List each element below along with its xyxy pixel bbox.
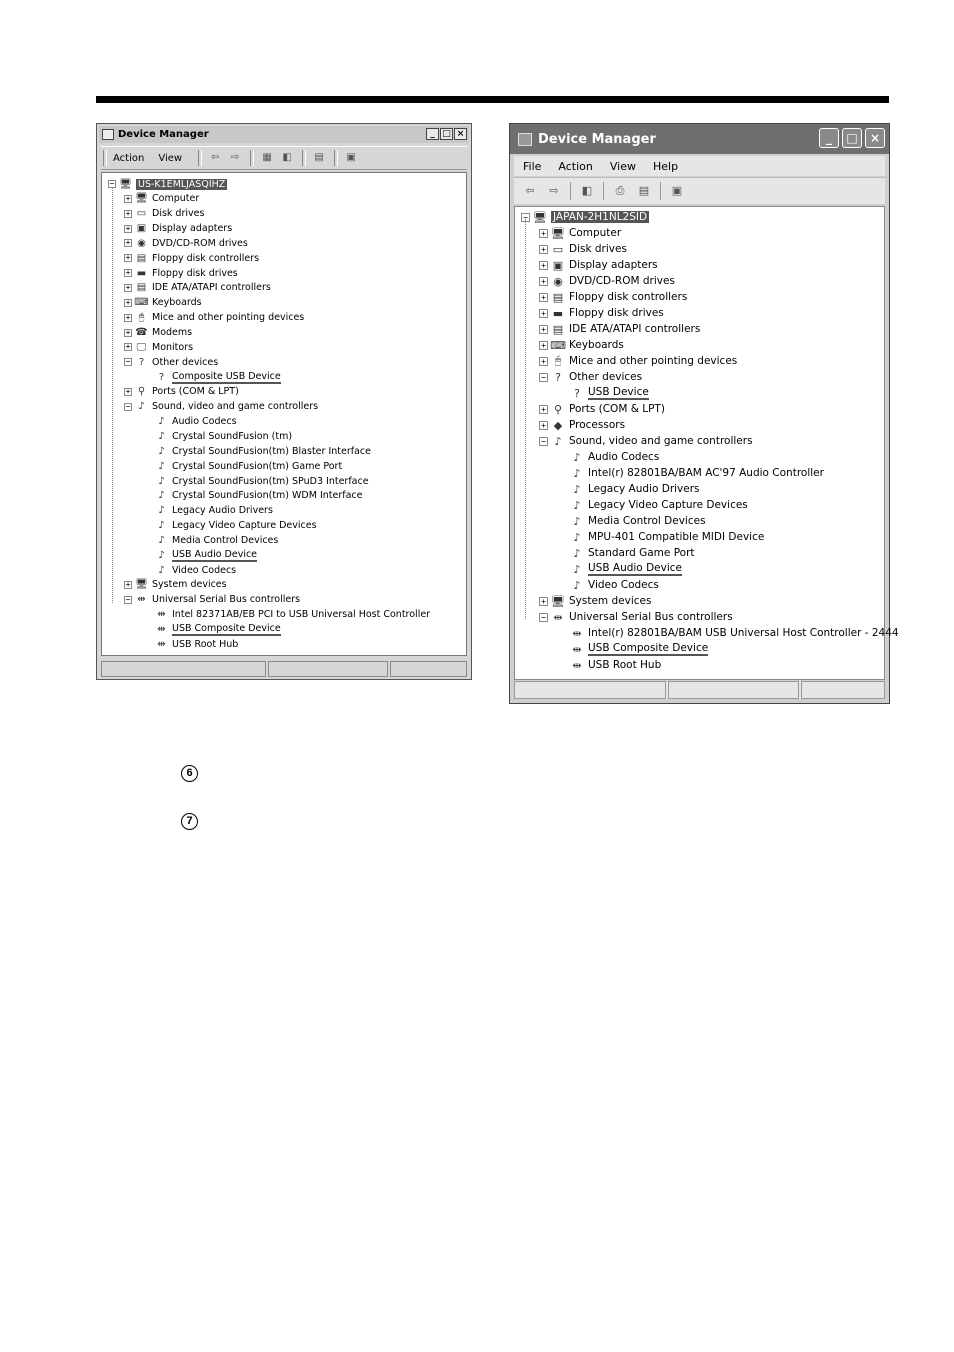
tree-item-disk-drives[interactable]: [124, 207, 204, 221]
port-icon: ⚲: [553, 402, 563, 416]
expand-toggle[interactable]: +: [125, 208, 131, 218]
expand-toggle[interactable]: +: [125, 193, 131, 203]
sound-icon: ♪: [158, 505, 165, 517]
sound-icon: ♪: [158, 430, 165, 442]
tree-item-label: Legacy Video Capture Devices: [588, 499, 748, 511]
cdrom-icon: ◉: [553, 274, 563, 288]
expand-toggle[interactable]: +: [539, 341, 548, 350]
sound-icon: ♪: [573, 466, 581, 480]
mouse-icon: 🖰: [554, 354, 562, 367]
tree-root-label: JAPAN-2H1NL2SID: [553, 211, 648, 223]
tree-item-label: USB Root Hub: [172, 638, 239, 650]
sound-icon: ♪: [573, 546, 581, 560]
status-bar: [514, 681, 885, 699]
tree-item-video-codecs[interactable]: [155, 563, 236, 577]
tree-item-computer[interactable]: [124, 192, 199, 206]
toolbar-separator: [570, 182, 571, 200]
tree-item-label: Media Control Devices: [588, 515, 706, 527]
sound-icon: ♪: [158, 549, 165, 561]
tree-item-label: Floppy disk drives: [569, 307, 664, 319]
sound-icon: ♪: [573, 514, 581, 528]
status-pane: [514, 681, 666, 699]
disk-drive-icon: ▭: [136, 208, 147, 220]
sound-icon: ♪: [158, 490, 165, 502]
status-pane: [101, 661, 266, 677]
tree-item-label: USB Device: [588, 386, 649, 398]
status-pane: [390, 661, 467, 677]
tree-item-disk-drives[interactable]: [539, 241, 627, 257]
status-pane: [668, 681, 800, 699]
tree-item-modems[interactable]: [124, 326, 192, 340]
close-button[interactable]: ×: [454, 128, 467, 140]
tree-item-label: Other devices: [152, 356, 219, 368]
tree-item-display-adapters[interactable]: [539, 257, 658, 273]
forward-arrow-icon[interactable]: ⇨: [549, 184, 559, 197]
tree-item-label: Floppy disk drives: [152, 267, 238, 279]
tree-item-usb-device[interactable]: [570, 385, 649, 401]
keyboard-icon: ⌨: [134, 297, 149, 309]
expand-toggle[interactable]: +: [125, 282, 131, 292]
sound-icon: ♪: [158, 475, 165, 487]
ide-controller-icon: ▤: [136, 282, 147, 294]
processor-icon: ◆: [553, 418, 563, 432]
tree-item-label: Disk drives: [569, 243, 627, 255]
expand-toggle[interactable]: +: [125, 386, 131, 396]
device-tree: [514, 206, 899, 680]
tree-item-label: USB Audio Device: [172, 548, 258, 560]
sound-icon: ♪: [158, 520, 165, 532]
tree-item-usb-audio-device[interactable]: [570, 561, 682, 577]
expand-toggle[interactable]: +: [539, 357, 548, 366]
sound-icon: ♪: [138, 401, 145, 413]
tree-item-universal-serial-bus-controllers[interactable]: [539, 609, 733, 625]
question-device-icon: ?: [138, 356, 145, 368]
expand-toggle[interactable]: +: [125, 238, 131, 248]
tree-item-sound-video-and-game-controllers[interactable]: [539, 433, 753, 449]
tree-item-label: Crystal SoundFusion(tm) Game Port: [172, 460, 343, 472]
sound-icon: ♪: [573, 578, 581, 592]
tree-item-label: Intel 82371AB/EB PCI to USB Universal Host Controller: [172, 609, 431, 621]
tree-item-legacy-video-capture-devices[interactable]: [570, 497, 748, 513]
display-adapter-icon: ▣: [552, 258, 564, 272]
tree-item-other-devices[interactable]: [124, 355, 218, 369]
tree-item-label: Computer: [569, 227, 622, 239]
tree-item-label: Keyboards: [152, 297, 202, 309]
back-arrow-icon[interactable]: ⇦: [525, 184, 535, 197]
forward-arrow-icon[interactable]: ⇨: [230, 152, 240, 163]
tree-item-label: Universal Serial Bus controllers: [569, 611, 733, 623]
print-icon[interactable]: ⎙: [615, 184, 625, 197]
cdrom-icon: ◉: [137, 237, 146, 249]
scan-hardware-icon[interactable]: ▣: [346, 152, 356, 163]
tree-item-label: Sound, video and game controllers: [152, 401, 319, 413]
unknown-device-icon: ?: [574, 386, 580, 400]
tree-root[interactable]: [521, 209, 649, 225]
expand-toggle[interactable]: +: [125, 327, 131, 337]
sound-icon: ♪: [158, 534, 165, 546]
sound-icon: ♪: [573, 482, 581, 496]
port-icon: ⚲: [137, 386, 146, 398]
sound-icon: ♪: [573, 530, 581, 544]
tree-item-label: IDE ATA/ATAPI controllers: [152, 282, 271, 294]
tree-item-crystal-soundfusion-tm-game-port[interactable]: [155, 459, 342, 473]
tree-item-keyboards[interactable]: [124, 296, 202, 310]
tree-item-label: Intel(r) 82801BA/BAM AC'97 Audio Controller: [588, 467, 824, 479]
menu-file[interactable]: File: [523, 159, 542, 173]
computer-icon: 🖥: [119, 178, 132, 190]
title-bar: [510, 124, 889, 154]
back-arrow-icon[interactable]: ⇦: [210, 152, 220, 163]
expand-toggle[interactable]: +: [539, 597, 548, 606]
tree-item-label: MPU-401 Compatible MIDI Device: [588, 531, 765, 543]
window-title: Device Manager: [118, 129, 209, 140]
tree-item-label: Composite USB Device: [172, 370, 281, 382]
tree-item-label: Intel(r) 82801BA/BAM USB Universal Host Controller - 2444: [588, 627, 899, 639]
tree-item-label: Video Codecs: [172, 564, 237, 576]
tree-item-label: Media Control Devices: [172, 534, 279, 546]
tree-item-system-devices[interactable]: [539, 593, 651, 609]
tree-item-sound-video-and-game-controllers[interactable]: [124, 400, 318, 414]
show-hide-tree-icon[interactable]: ◧: [282, 152, 292, 163]
maximize-button[interactable]: □: [842, 128, 862, 148]
tree-item-mice-and-other-pointing-devices[interactable]: [124, 311, 304, 325]
tree-item-legacy-audio-drivers[interactable]: [155, 504, 273, 518]
device-manager-icon: [102, 129, 114, 140]
expand-toggle[interactable]: +: [539, 309, 548, 318]
device-manager-window-2000: [96, 123, 472, 680]
title-bar: [99, 126, 469, 143]
sound-icon: ♪: [158, 460, 165, 472]
menu-bar: [514, 156, 885, 176]
tree-item-label: Keyboards: [569, 339, 624, 351]
close-button[interactable]: ×: [865, 128, 885, 148]
tree-root-label: US-K1EMLJASQIHZ: [138, 178, 226, 190]
sound-icon: ♪: [158, 416, 165, 428]
tree-item-processors[interactable]: [539, 417, 625, 433]
minimize-button[interactable]: _: [426, 128, 439, 140]
usb-icon: ⇹: [572, 626, 582, 640]
collapse-toggle[interactable]: −: [125, 594, 131, 604]
sound-icon: ♪: [573, 498, 581, 512]
display-adapter-icon: ▣: [136, 223, 147, 235]
tree-item-label: System devices: [569, 595, 652, 607]
expand-toggle[interactable]: +: [539, 261, 548, 270]
tree-item-label: Display adapters: [569, 259, 658, 271]
tree-item-label: Sound, video and game controllers: [569, 435, 753, 447]
expand-toggle[interactable]: +: [125, 253, 131, 263]
menu-toolbar: [101, 146, 467, 170]
tree-item-label: Computer: [152, 193, 200, 205]
tree-item-media-control-devices[interactable]: [570, 513, 706, 529]
unknown-device-icon: ?: [158, 371, 165, 383]
expand-toggle[interactable]: +: [125, 223, 131, 233]
scan-hardware-icon[interactable]: ▣: [671, 184, 683, 197]
expand-toggle[interactable]: +: [539, 277, 548, 286]
collapse-toggle[interactable]: −: [125, 401, 131, 411]
tree-item-label: Processors: [569, 419, 626, 431]
toolbar-separator: [198, 150, 202, 166]
tree-item-label: Legacy Audio Drivers: [588, 483, 700, 495]
tree-item-label: Modems: [152, 327, 193, 338]
device-tree: [101, 172, 467, 656]
tree-item-crystal-soundfusion-tm-spud3-interface[interactable]: [155, 474, 369, 488]
tree-item-label: Disk drives: [152, 208, 205, 220]
system-icon: 🖥: [135, 579, 148, 591]
collapse-toggle[interactable]: −: [539, 613, 548, 622]
status-pane: [268, 661, 388, 677]
tree-guide-line: [112, 187, 113, 603]
sound-icon: ♪: [573, 450, 581, 464]
toolbar: [514, 177, 885, 204]
system-icon: 🖥: [551, 594, 565, 608]
menu-view[interactable]: View: [609, 159, 636, 173]
tree-item-usb-composite-device[interactable]: [570, 641, 708, 657]
tree-item-display-adapters[interactable]: [124, 222, 232, 236]
floppy-drive-icon: ▬: [136, 267, 147, 279]
tree-item-mpu-401-compatible-midi-device[interactable]: [570, 529, 764, 545]
sound-icon: ♪: [158, 564, 165, 576]
expand-toggle[interactable]: +: [125, 268, 131, 278]
toolbar-separator: [603, 182, 604, 200]
tree-item-floppy-disk-controllers[interactable]: [124, 251, 259, 265]
tree-item-crystal-soundfusion-tm-blaster-interface[interactable]: [155, 444, 371, 458]
expand-toggle[interactable]: +: [125, 297, 131, 307]
tree-item-label: Floppy disk controllers: [152, 252, 260, 264]
tree-item-label: DVD/CD-ROM drives: [152, 237, 248, 249]
tree-item-label: Mice and other pointing devices: [152, 312, 305, 324]
tree-item-label: Crystal SoundFusion(tm) Blaster Interface: [172, 445, 371, 457]
tree-item-label: Audio Codecs: [588, 451, 660, 463]
monitor-icon: 🖵: [136, 341, 147, 353]
tree-item-dvd-cd-rom-drives[interactable]: [539, 273, 675, 289]
usb-icon: ⇹: [553, 610, 563, 624]
step-6-marker: 6: [181, 765, 198, 782]
tree-item-system-devices[interactable]: [124, 578, 227, 592]
collapse-toggle[interactable]: −: [125, 357, 131, 367]
expand-toggle[interactable]: +: [539, 245, 548, 254]
collapse-toggle[interactable]: −: [539, 437, 548, 446]
menu-action[interactable]: Action: [113, 152, 145, 164]
tree-item-label: DVD/CD-ROM drives: [569, 275, 675, 287]
tree-item-label: IDE ATA/ATAPI controllers: [569, 323, 701, 335]
tree-item-intel-r-82801ba-bam-ac-97-audio-controller[interactable]: [570, 465, 824, 481]
computer-icon: 🖥: [533, 210, 547, 224]
window-title: Device Manager: [538, 131, 656, 147]
tree-item-floppy-disk-drives[interactable]: [539, 305, 664, 321]
tree-item-floppy-disk-drives[interactable]: [124, 266, 238, 280]
tree-item-label: Legacy Audio Drivers: [172, 505, 273, 517]
expand-toggle[interactable]: +: [125, 579, 131, 589]
status-pane: [801, 681, 885, 699]
tree-item-label: Legacy Video Capture Devices: [172, 520, 317, 532]
menu-action[interactable]: Action: [558, 159, 593, 173]
tree-item-dvd-cd-rom-drives[interactable]: [124, 236, 248, 250]
ide-controller-icon: ▤: [552, 322, 564, 336]
modem-icon: ☎: [135, 327, 148, 338]
tree-item-composite-usb-device[interactable]: [155, 370, 281, 384]
toolbar-separator: [250, 150, 254, 166]
tree-item-usb-audio-device[interactable]: [155, 548, 257, 562]
tree-item-media-control-devices[interactable]: [155, 533, 278, 547]
tree-item-label: USB Audio Device: [588, 562, 682, 574]
folder-icon[interactable]: ▦: [262, 152, 272, 163]
toolbar-separator: [660, 182, 661, 200]
usb-icon: ⇹: [572, 642, 582, 656]
minimize-button[interactable]: _: [819, 128, 839, 148]
tree-item-label: Other devices: [569, 371, 643, 383]
tree-item-crystal-soundfusion-tm-wdm-interface[interactable]: [155, 489, 363, 503]
collapse-toggle[interactable]: −: [539, 373, 548, 382]
tree-item-label: Mice and other pointing devices: [569, 355, 738, 367]
keyboard-icon: ⌨: [550, 338, 566, 352]
expand-toggle[interactable]: +: [539, 325, 548, 334]
properties-icon[interactable]: ▤: [314, 152, 324, 163]
expand-toggle[interactable]: +: [539, 229, 548, 238]
collapse-toggle[interactable]: −: [521, 213, 530, 222]
tree-item-legacy-audio-drivers[interactable]: [570, 481, 700, 497]
device-manager-icon: [518, 133, 532, 146]
tree-item-standard-game-port[interactable]: [570, 545, 695, 561]
tree-item-label: Universal Serial Bus controllers: [152, 594, 301, 606]
tree-guide-line: [525, 219, 526, 619]
tree-item-ports-com-lpt[interactable]: [539, 401, 665, 417]
tree-item-monitors[interactable]: [124, 340, 193, 354]
computer-icon: 🖥: [135, 193, 148, 205]
expand-toggle[interactable]: +: [125, 342, 131, 352]
menu-view[interactable]: View: [158, 152, 183, 164]
tree-item-usb-composite-device[interactable]: [155, 623, 281, 637]
floppy-controller-icon: ▤: [136, 252, 147, 264]
tree-item-crystal-soundfusion-tm[interactable]: [155, 429, 292, 443]
tree-item-label: Crystal SoundFusion(tm) SPuD3 Interface: [172, 475, 369, 487]
expand-toggle[interactable]: +: [125, 312, 131, 322]
toolbar-grip: [103, 150, 107, 166]
usb-icon: ⇹: [137, 594, 146, 606]
page-header-rule: [96, 96, 889, 103]
sound-icon: ♪: [573, 562, 581, 576]
mouse-icon: 🖰: [138, 312, 145, 324]
tree-item-mice-and-other-pointing-devices[interactable]: [539, 353, 737, 369]
tree-item-label: System devices: [152, 579, 227, 591]
tree-item-audio-codecs[interactable]: [155, 415, 237, 429]
tree-item-keyboards[interactable]: [539, 337, 624, 353]
tree-item-intel-r-82801ba-bam-usb-universal-host-controller-2444[interactable]: [570, 625, 899, 641]
expand-toggle[interactable]: +: [539, 293, 548, 302]
tree-item-label: Display adapters: [152, 223, 233, 235]
tree-item-label: Video Codecs: [588, 579, 659, 591]
tree-item-label: Ports (COM & LPT): [569, 403, 665, 415]
tree-item-video-codecs[interactable]: [570, 577, 659, 593]
tree-item-floppy-disk-controllers[interactable]: [539, 289, 687, 305]
sound-icon: ♪: [158, 445, 165, 457]
expand-toggle[interactable]: +: [539, 405, 548, 414]
tree-item-label: Audio Codecs: [172, 416, 237, 428]
tree-item-computer[interactable]: [539, 225, 621, 241]
tree-item-label: USB Root Hub: [588, 659, 662, 671]
tree-item-other-devices[interactable]: [539, 369, 642, 385]
collapse-toggle[interactable]: −: [109, 179, 115, 188]
properties-icon[interactable]: ▤: [638, 184, 650, 197]
toolbar-separator: [334, 150, 338, 166]
usb-icon: ⇹: [572, 658, 582, 672]
tree-item-label: Crystal SoundFusion (tm): [172, 430, 293, 442]
usb-icon: ⇹: [157, 638, 166, 650]
tree-item-label: USB Composite Device: [588, 642, 709, 654]
floppy-drive-icon: ▬: [552, 306, 564, 320]
question-device-icon: ?: [555, 370, 561, 384]
tree-item-ide-ata-atapi-controllers[interactable]: [124, 281, 271, 295]
computer-icon: 🖥: [551, 226, 565, 240]
tree-item-audio-codecs[interactable]: [570, 449, 659, 465]
expand-toggle[interactable]: +: [539, 421, 548, 430]
tree-item-ports-com-lpt[interactable]: [124, 385, 239, 399]
menu-help[interactable]: Help: [652, 159, 679, 173]
step-7-marker: 7: [181, 813, 198, 830]
tree-item-label: Standard Game Port: [588, 547, 695, 559]
usb-icon: ⇹: [157, 624, 166, 635]
usb-icon: ⇹: [157, 609, 166, 621]
tree-item-usb-root-hub[interactable]: [570, 657, 661, 673]
tree-item-label: Floppy disk controllers: [569, 291, 688, 303]
tree-item-intel-82371ab-eb-pci-to-usb-universal-host-controller[interactable]: [155, 608, 430, 622]
tree-item-universal-serial-bus-controllers[interactable]: [124, 593, 300, 607]
tree-item-label: Ports (COM & LPT): [152, 386, 239, 398]
tree-item-usb-root-hub[interactable]: [155, 637, 238, 651]
sound-icon: ♪: [554, 434, 562, 448]
show-hide-tree-icon[interactable]: ◧: [581, 184, 593, 197]
tree-item-legacy-video-capture-devices[interactable]: [155, 519, 317, 533]
tree-item-label: USB Composite Device: [172, 623, 281, 634]
status-bar: [101, 661, 467, 677]
device-manager-window-xp: [509, 123, 899, 704]
toolbar-separator: [302, 150, 306, 166]
floppy-controller-icon: ▤: [552, 290, 564, 304]
disk-drive-icon: ▭: [552, 242, 564, 256]
tree-item-label: Crystal SoundFusion(tm) WDM Interface: [172, 490, 363, 502]
maximize-button[interactable]: □: [440, 128, 453, 140]
tree-item-label: Monitors: [152, 341, 194, 353]
tree-item-ide-ata-atapi-controllers[interactable]: [539, 321, 700, 337]
tree-root[interactable]: [108, 177, 227, 191]
